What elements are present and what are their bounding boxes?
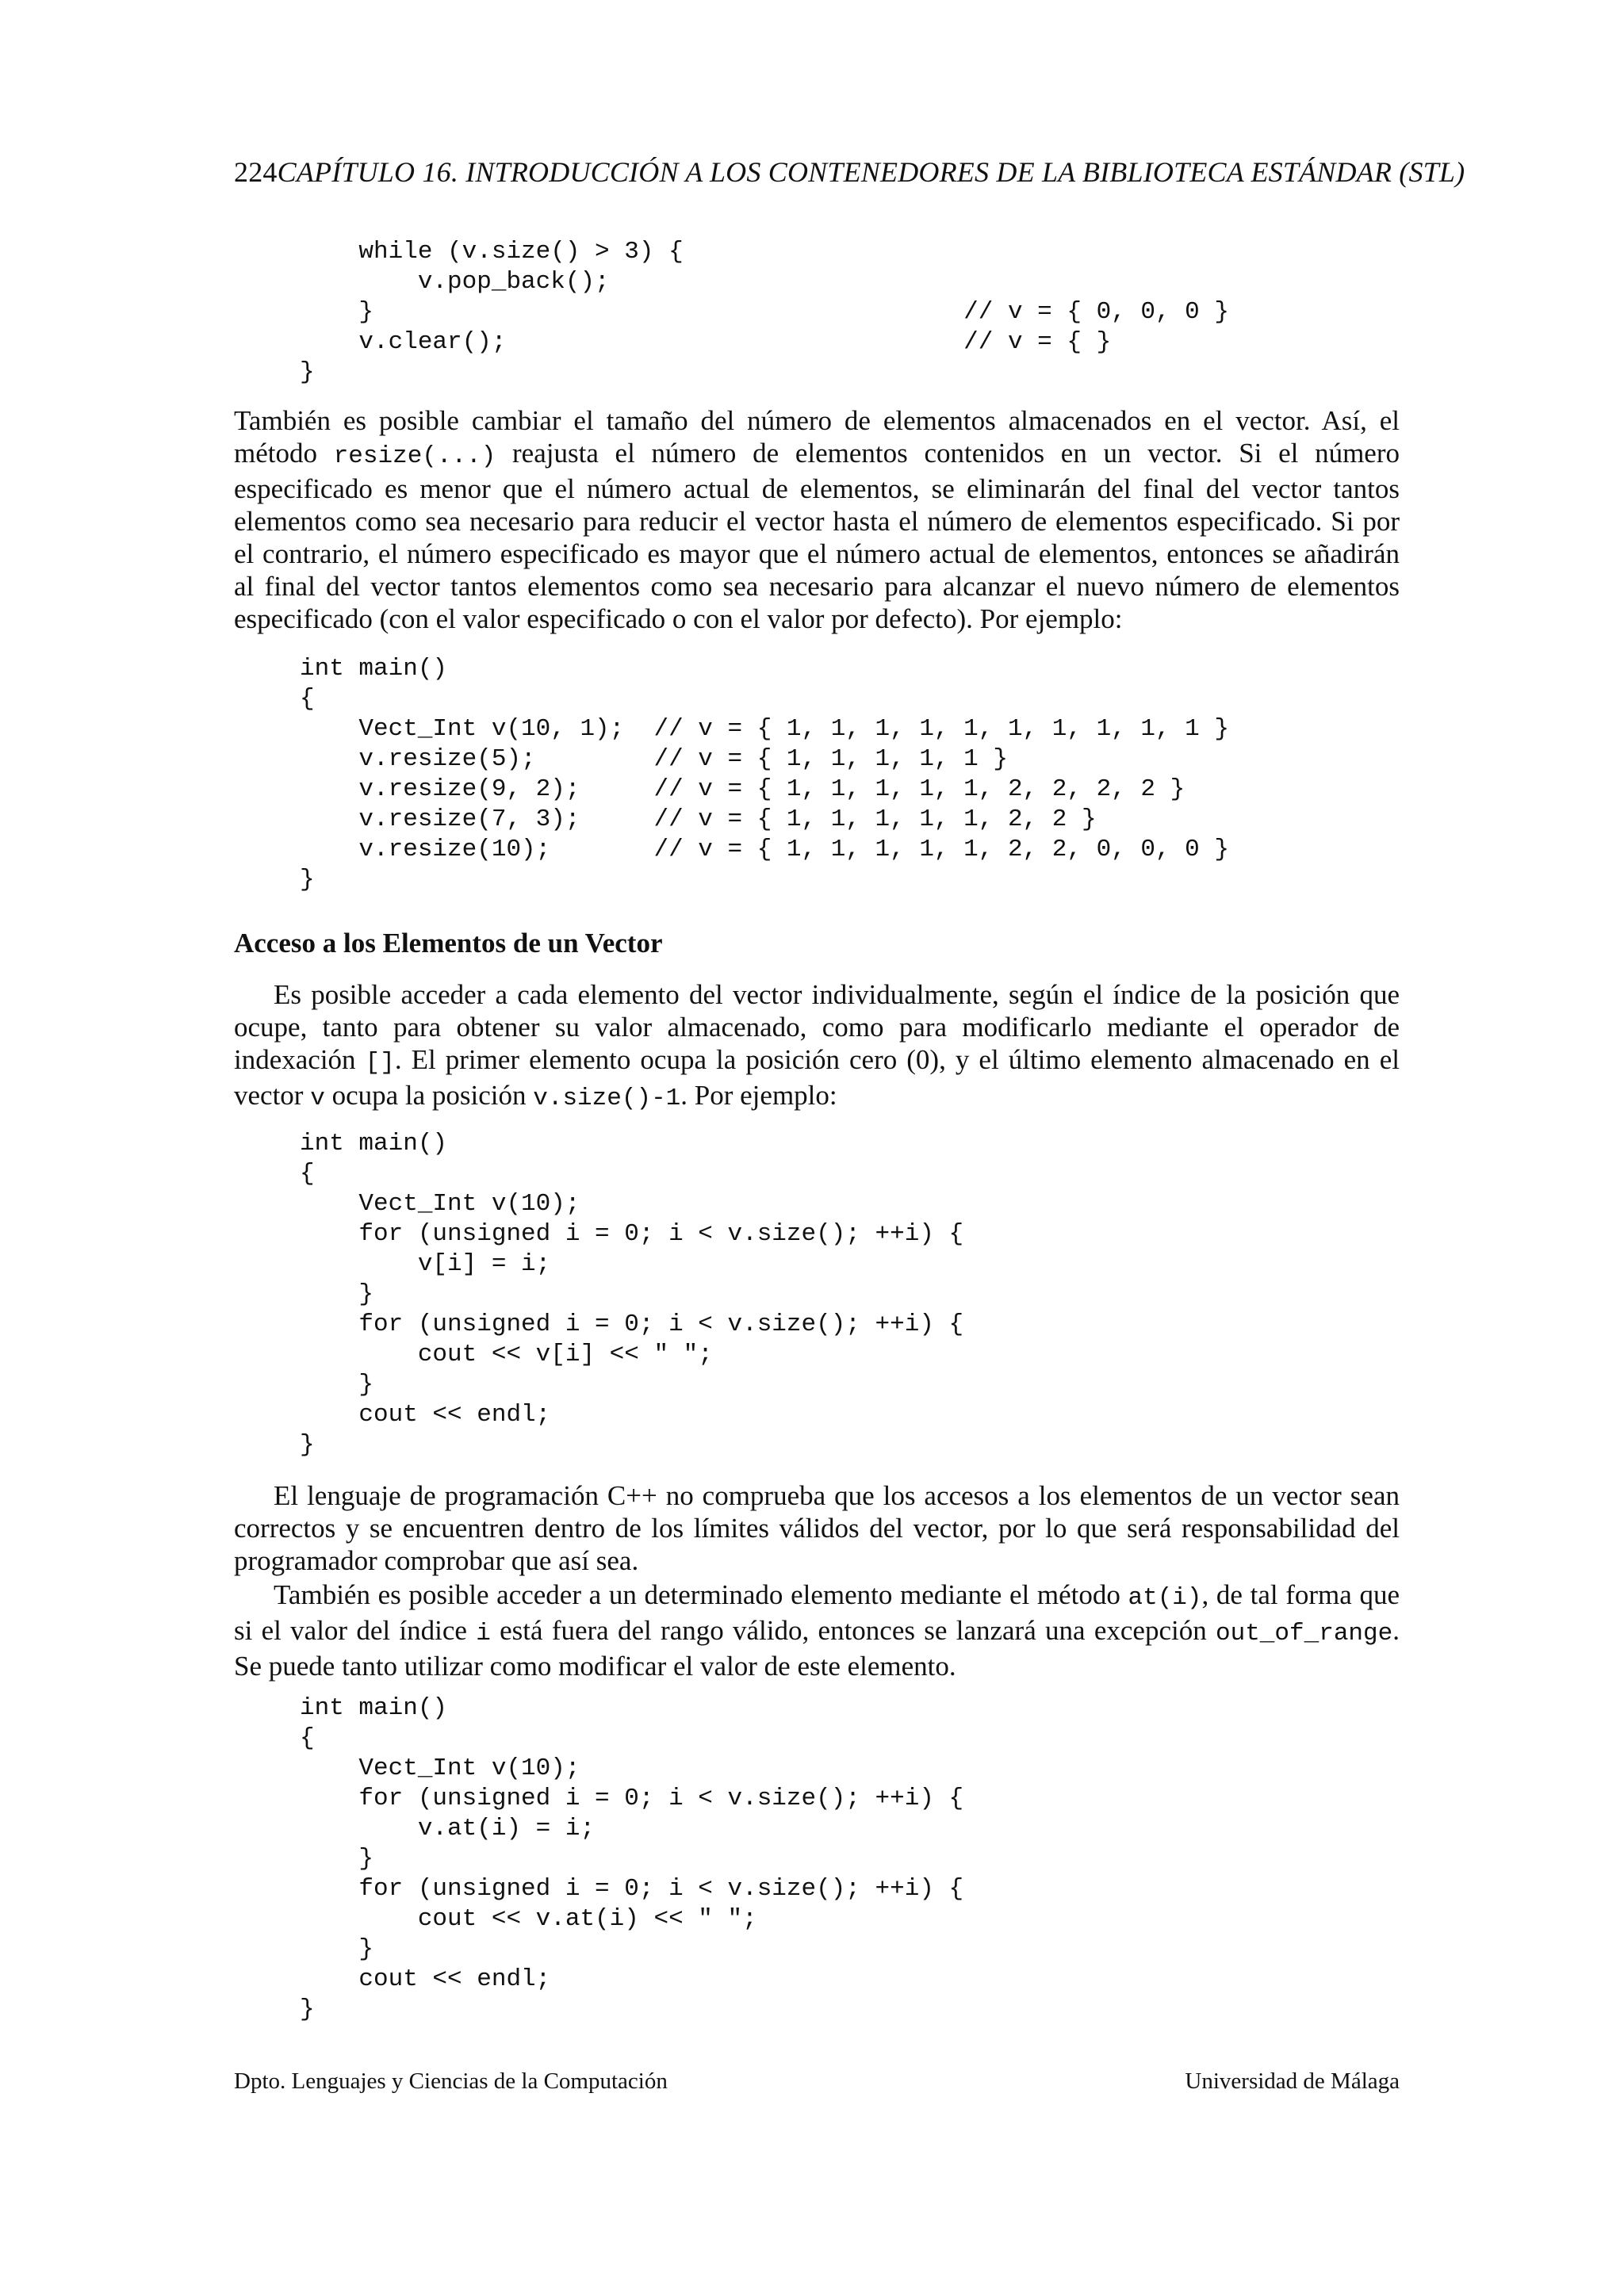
code-line: v[i] = i; (300, 1250, 551, 1278)
code-line: v.resize(5); // v = { 1, 1, 1, 1, 1 } (300, 745, 1008, 773)
code-line: } (300, 358, 315, 386)
code-line: { (300, 685, 315, 713)
code-block-at-example (300, 1693, 963, 2025)
code-line: for (unsigned i = 0; i < v.size(); ++i) { (300, 1311, 964, 1338)
code-line: } (300, 1935, 374, 1963)
code-line: { (300, 1160, 315, 1188)
inline-code-index-operator: [] (365, 1049, 395, 1077)
code-block-index-example (300, 1129, 963, 1460)
inline-code-i: i (476, 1620, 491, 1647)
chapter-title: CAPÍTULO 16. INTRODUCCIÓN A LOS CONTENEDORES DE LA BIBLIOTECA ESTÁNDAR (STL) (277, 156, 1465, 188)
code-line: v.pop_back(); (300, 268, 610, 296)
code-line: cout << endl; (300, 1965, 551, 1993)
footer-university: Universidad de Málaga (1185, 2068, 1400, 2094)
inline-code-out-of-range: out_of_range (1216, 1620, 1393, 1647)
inline-code-at: at(i) (1128, 1584, 1202, 1612)
paragraph-at-method: También es posible acceder a un determinado elemento mediante el método at(i), de tal forma que si el valor del índice i está fuera del rango válido, entonces se lanzará una excepción out_of_range. Se puede tanto utilizar como modificar el valor de este elemento. (234, 1579, 1400, 1682)
code-line: for (unsigned i = 0; i < v.size(); ++i) { (300, 1220, 964, 1248)
code-line: } (300, 1280, 374, 1308)
inline-code-v: v (310, 1085, 325, 1112)
code-line: } (300, 866, 315, 894)
code-line: cout << v.at(i) << " "; (300, 1905, 757, 1933)
code-line: Vect_Int v(10, 1); // v = { 1, 1, 1, 1, 1, 1, 1, 1, 1, 1 } (300, 715, 1229, 743)
code-line: } (300, 1431, 315, 1459)
code-line: } (300, 1996, 315, 2023)
code-line: for (unsigned i = 0; i < v.size(); ++i) { (300, 1875, 964, 1903)
code-line: Vect_Int v(10); (300, 1755, 580, 1782)
running-header (234, 155, 1542, 189)
code-line: v.at(i) = i; (300, 1815, 596, 1843)
code-block-resize-example (300, 654, 1229, 895)
page-number: 224 (234, 156, 278, 188)
code-line: cout << endl; (300, 1401, 551, 1429)
inline-code-resize: resize(...) (333, 442, 496, 470)
code-line: while (v.size() > 3) { (300, 238, 684, 266)
code-line: v.resize(9, 2); // v = { 1, 1, 1, 1, 1, 2, 2, 2, 2 } (300, 775, 1185, 803)
footer-department: Dpto. Lenguajes y Ciencias de la Computación (234, 2068, 668, 2094)
code-line: int main() (300, 655, 448, 683)
paragraph-bounds-check: El lenguaje de programación C++ no comprueba que los accesos a los elementos de un vector sean correctos y se encuentren dentro de los límites válidos del vector, por lo que será responsabilidad del programador comprobar que así sea. (234, 1480, 1400, 1576)
code-line: int main() (300, 1694, 448, 1722)
paragraph-resize: También es posible cambiar el tamaño del número de elementos almacenados en el vector. Así, el método resize(...) reajusta el número de elementos contenidos en un vector. Si el número especificado es menor que el número actual de elementos, se eliminarán del final del vector tantos elementos como sea necesario para reducir el vector hasta el número de elementos especificado. Si por el contrario, el número especificado es mayor que el número actual de elementos, entonces se añadirán al final del vector tantos elementos como sea necesario para alcanzar el nuevo número de elementos especificado (con el valor especificado o con el valor por defecto). Por ejemplo: (234, 405, 1400, 634)
code-line: cout << v[i] << " "; (300, 1341, 713, 1368)
code-line: } // v = { 0, 0, 0 } (300, 298, 1229, 326)
code-line: int main() (300, 1130, 448, 1158)
code-block-while-clear (300, 237, 1229, 388)
code-line: for (unsigned i = 0; i < v.size(); ++i) { (300, 1785, 964, 1812)
section-heading: Acceso a los Elementos de un Vector (234, 928, 663, 959)
code-line: Vect_Int v(10); (300, 1190, 580, 1218)
inline-code-size-minus-one: v.size()-1 (533, 1085, 681, 1112)
code-line: { (300, 1724, 315, 1752)
code-line: v.clear(); // v = { } (300, 328, 1112, 356)
code-line: } (300, 1371, 374, 1399)
paragraph-element-access: Es posible acceder a cada elemento del vector individualmente, según el índice de la posición que ocupe, tanto para obtener su valor almacenado, como para modificarlo mediante el operador de indexación []. El primer elemento ocupa la posición cero (0), y el último elemento almacenado en el vector v ocupa la posición v.size()-1. Por ejemplo: (234, 979, 1400, 1112)
code-line: v.resize(10); // v = { 1, 1, 1, 1, 1, 2, 2, 0, 0, 0 } (300, 836, 1229, 863)
code-line: v.resize(7, 3); // v = { 1, 1, 1, 1, 1, 2, 2 } (300, 806, 1097, 833)
code-line: } (300, 1845, 374, 1873)
